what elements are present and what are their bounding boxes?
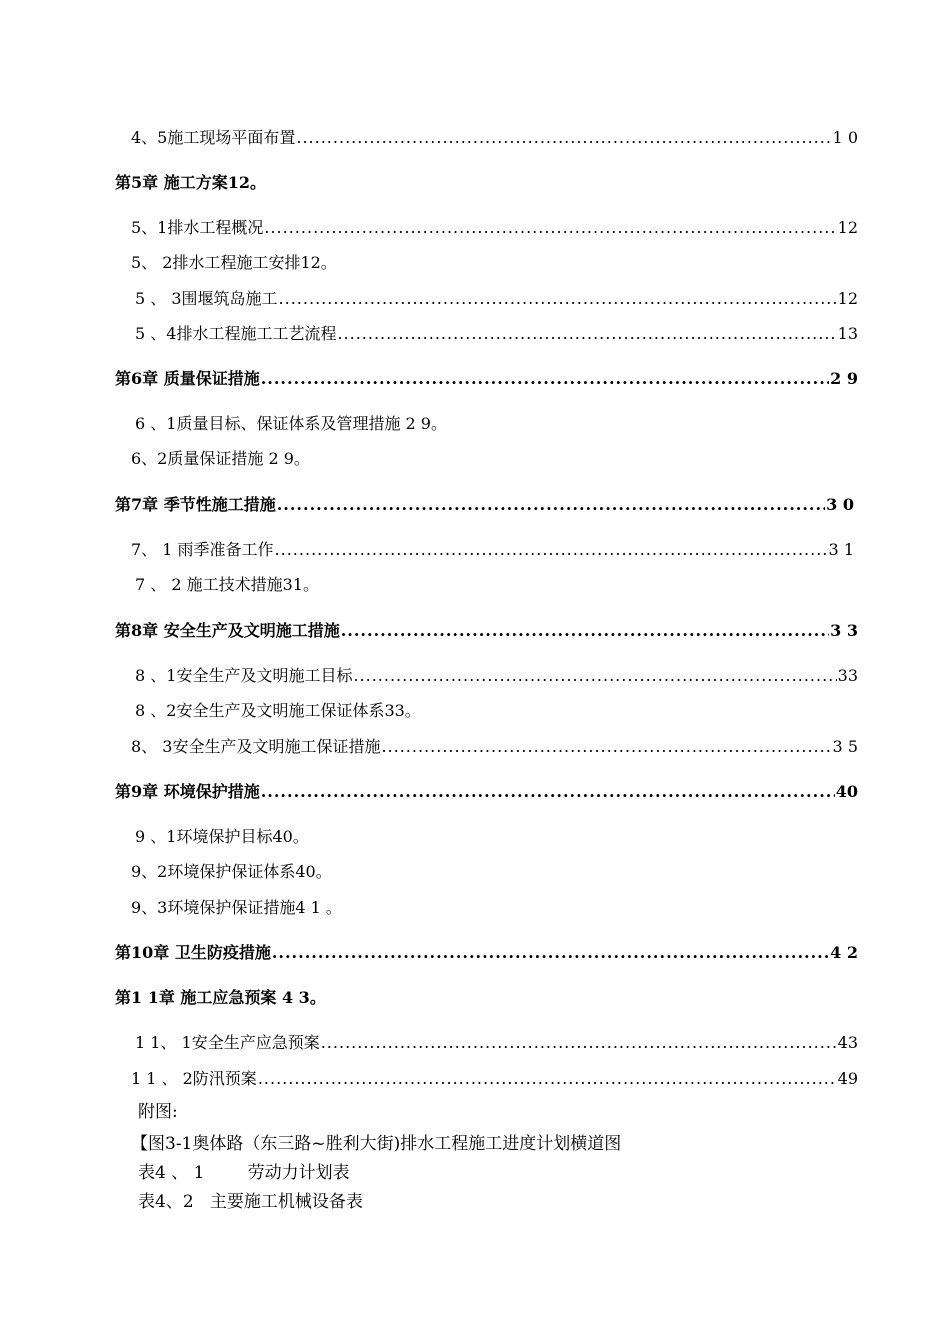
appendix-item-figure: 【图3-1奥体路（东三路~胜利大街)排水工程施工进度计划横道图 xyxy=(131,1134,622,1154)
toc-page-number: 13 xyxy=(837,324,858,343)
toc-page-number: 1 0 xyxy=(832,128,858,147)
toc-chapter-7[interactable] xyxy=(115,493,854,517)
toc-entry-label: 5 、4排水工程施工工艺流程 xyxy=(135,324,337,343)
toc-dot-leader xyxy=(381,735,831,759)
toc-entry-label: 5 、 3围堰筑岛施工 xyxy=(135,289,278,308)
toc-chapter-label: 第9章 环境保护措施 xyxy=(115,782,260,801)
toc-page-number: 4 2 xyxy=(830,943,858,962)
toc-entry-label: 5、 2排水工程施工安排12。 xyxy=(131,253,337,272)
toc-entry-5-4[interactable] xyxy=(135,322,858,346)
toc-entry-9-1[interactable] xyxy=(135,825,309,849)
toc-entry-label: 8 、1安全生产及文明施工目标 xyxy=(135,666,353,685)
appendix-item-table-4-1: 表4 、 1 劳动力计划表 xyxy=(138,1163,350,1183)
toc-entry-8-1[interactable] xyxy=(135,664,858,688)
toc-chapter-6[interactable] xyxy=(115,367,858,391)
toc-chapter-label: 第8章 安全生产及文明施工措施 xyxy=(115,621,340,640)
toc-dot-leader xyxy=(261,367,829,391)
toc-entry-label: 1 1 、 2防汛预案 xyxy=(131,1069,257,1088)
toc-page-number: 12 xyxy=(837,218,858,237)
toc-entry-label: 7 、 2 施工技术措施31。 xyxy=(135,575,319,594)
toc-entry-6-2[interactable] xyxy=(131,447,310,471)
toc-page-number: 3 3 xyxy=(830,621,858,640)
toc-entry-8-2[interactable] xyxy=(135,699,421,723)
toc-entry-7-1[interactable] xyxy=(131,538,854,562)
toc-chapter-label: 第7章 季节性施工措施 xyxy=(115,495,276,514)
toc-chapter-11[interactable] xyxy=(115,986,326,1010)
toc-entry-9-2[interactable] xyxy=(131,860,332,884)
toc-chapter-5[interactable] xyxy=(115,171,266,195)
toc-page-number: 40 xyxy=(835,782,858,801)
toc-dot-leader xyxy=(279,287,837,311)
toc-entry-8-3[interactable] xyxy=(131,735,858,759)
appendix-item-table-4-2: 表4、2 主要施工机械设备表 xyxy=(138,1192,363,1212)
toc-entry-label: 9 、1环境保护目标40。 xyxy=(135,827,309,846)
toc-page-number: 49 xyxy=(837,1069,858,1088)
toc-entry-label: 4、5施工现场平面布置 xyxy=(131,128,296,147)
toc-entry-7-2[interactable] xyxy=(135,573,319,597)
toc-entry-5-1[interactable] xyxy=(131,216,858,240)
toc-page-number: 3 0 xyxy=(826,495,854,514)
toc-dot-leader xyxy=(258,1067,837,1091)
toc-dot-leader xyxy=(341,619,829,643)
toc-entry-label: 6 、1质量目标、保证体系及管理措施 2 9。 xyxy=(135,414,447,433)
toc-dot-leader xyxy=(321,1031,837,1055)
toc-page-number: 43 xyxy=(837,1033,858,1052)
toc-page-number: 3 5 xyxy=(832,737,858,756)
toc-entry-4-5[interactable] xyxy=(131,126,858,150)
toc-page-number: 33 xyxy=(837,666,858,685)
toc-chapter-10[interactable] xyxy=(115,941,858,965)
toc-entry-6-1[interactable] xyxy=(135,412,447,436)
toc-entry-11-1[interactable] xyxy=(135,1031,858,1055)
toc-entry-label: 8、 3安全生产及文明施工保证措施 xyxy=(131,737,381,756)
toc-entry-label: 1 1、 1安全生产应急预案 xyxy=(135,1033,320,1052)
toc-entry-9-3[interactable] xyxy=(131,896,342,920)
toc-chapter-8[interactable] xyxy=(115,619,858,643)
toc-entry-label: 8 、2安全生产及文明施工保证体系33。 xyxy=(135,701,421,720)
toc-dot-leader xyxy=(272,941,829,965)
toc-chapter-label: 第10章 卫生防疫措施 xyxy=(115,943,271,962)
toc-entry-label: 5、1排水工程概况 xyxy=(131,218,264,237)
toc-dot-leader xyxy=(353,664,836,688)
toc-page-number: 3 1 xyxy=(828,540,854,559)
appendix-heading: 附图: xyxy=(138,1102,178,1122)
toc-entry-11-2[interactable] xyxy=(131,1067,858,1091)
toc-dot-leader xyxy=(337,322,836,346)
toc-dot-leader xyxy=(261,780,835,804)
toc-entry-label: 9、2环境保护保证体系40。 xyxy=(131,862,332,881)
toc-entry-label: 7、 1 雨季准备工作 xyxy=(131,540,274,559)
toc-entry-5-3[interactable] xyxy=(135,287,858,311)
toc-dot-leader xyxy=(264,216,836,240)
toc-page-number: 2 9 xyxy=(830,369,858,388)
toc-entry-label: 6、2质量保证措施 2 9。 xyxy=(131,449,310,468)
toc-entry-label: 9、3环境保护保证措施4 1 。 xyxy=(131,898,342,917)
toc-page-number: 12 xyxy=(837,289,858,308)
toc-dot-leader xyxy=(277,493,825,517)
toc-chapter-label: 第1 1章 施工应急预案 4 3。 xyxy=(115,988,326,1007)
toc-entry-5-2[interactable] xyxy=(131,251,337,275)
toc-dot-leader xyxy=(275,538,828,562)
toc-chapter-label: 第6章 质量保证措施 xyxy=(115,369,260,388)
toc-chapter-9[interactable] xyxy=(115,780,858,804)
toc-dot-leader xyxy=(296,126,831,150)
toc-chapter-label: 第5章 施工方案12。 xyxy=(115,173,266,192)
